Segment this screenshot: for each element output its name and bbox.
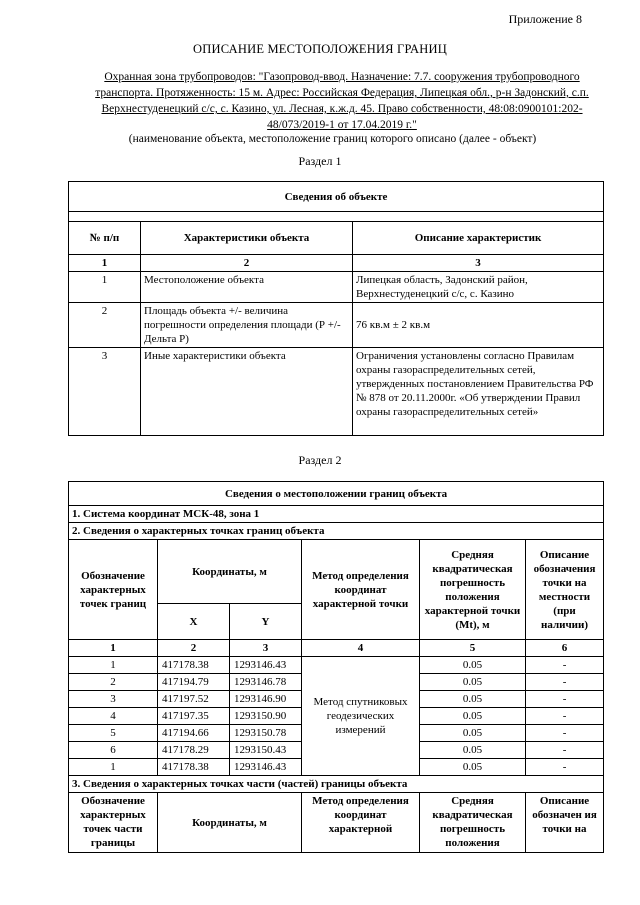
point-x: 417197.35 <box>158 708 230 725</box>
point-y: 1293146.43 <box>230 759 302 776</box>
point-x: 417178.29 <box>158 742 230 759</box>
subheading-coordinate-system: 1. Система координат МСК-48, зона 1 <box>69 506 604 523</box>
column-number: 1 <box>69 640 158 657</box>
point-y: 1293146.78 <box>230 674 302 691</box>
column-number: 4 <box>302 640 420 657</box>
part-header-coordinates: Координаты, м <box>158 793 302 853</box>
point-x: 417194.66 <box>158 725 230 742</box>
point-id: 1 <box>69 657 158 674</box>
table-row <box>69 303 604 348</box>
point-error: 0.05 <box>420 657 526 674</box>
header-method: Метод определения координат характерной точки <box>302 540 420 640</box>
point-id: 3 <box>69 691 158 708</box>
column-number: 2 <box>158 640 230 657</box>
point-error: 0.05 <box>420 708 526 725</box>
table-row <box>69 657 604 674</box>
column-number: 6 <box>526 640 604 657</box>
point-y: 1293150.43 <box>230 742 302 759</box>
point-id: 4 <box>69 708 158 725</box>
point-id: 1 <box>69 759 158 776</box>
object-name-line: Охранная зона трубопроводов: "Газопровод-ввод. Назначение: 7.7. сооружения трубопроводного <box>104 71 580 83</box>
point-description: - <box>526 725 604 742</box>
point-x: 417197.52 <box>158 691 230 708</box>
subheading-part-points: 3. Сведения о характерных точках части (частей) границы объекта <box>69 776 604 793</box>
point-description: - <box>526 742 604 759</box>
header-coordinates: Координаты, м <box>158 540 302 604</box>
point-description: - <box>526 674 604 691</box>
section2-label: Раздел 2 <box>298 453 342 467</box>
point-error: 0.05 <box>420 742 526 759</box>
object-name <box>82 69 602 133</box>
row-number: 1 <box>69 272 141 303</box>
column-number: 3 <box>353 255 604 272</box>
column-number: 1 <box>69 255 141 272</box>
header-x: X <box>158 604 230 640</box>
header-cell: Описание характеристик <box>353 222 604 255</box>
point-error: 0.05 <box>420 674 526 691</box>
row-description: Липецкая область, Задонский район, Верхнестуденецкий с/с, с. Казино <box>353 272 604 303</box>
row-number: 3 <box>69 348 141 436</box>
row-description: Ограничения установлены согласно Правилам охраны газораспределительных сетей, утвержденных постановлением Правительства РФ № 878 от 20.11.2000г. «Об утверждении Правил охраны газораспределительных сетей» <box>353 348 604 436</box>
point-description: - <box>526 759 604 776</box>
appendix-label: Приложение 8 <box>508 12 582 26</box>
object-caption: (наименование объекта, местоположение границ которого описано (далее - объект) <box>128 133 537 145</box>
object-name-line: Верхнестуденецкий с/с, с. Казино, ул. Лесная, к.ж.д. 45. Право собственности, 48:08:0900101:202- <box>101 103 583 115</box>
document-title: ОПИСАНИЕ МЕСТОПОЛОЖЕНИЯ ГРАНИЦ <box>193 42 447 56</box>
point-error: 0.05 <box>420 725 526 742</box>
header-point: Обозначение характерных точек границ <box>69 540 158 640</box>
column-number: 5 <box>420 640 526 657</box>
row-characteristic: Иные характеристики объекта <box>141 348 353 436</box>
column-number: 2 <box>141 255 353 272</box>
table-row <box>69 348 604 436</box>
point-id: 6 <box>69 742 158 759</box>
point-error: 0.05 <box>420 759 526 776</box>
row-characteristic: Местоположение объекта <box>141 272 353 303</box>
point-x: 417178.38 <box>158 759 230 776</box>
object-info-table <box>68 181 604 436</box>
spacer-row <box>69 212 604 222</box>
point-x: 417194.79 <box>158 674 230 691</box>
row-number: 2 <box>69 303 141 348</box>
point-y: 1293150.90 <box>230 708 302 725</box>
point-description: - <box>526 691 604 708</box>
boundary-points-table <box>68 481 604 853</box>
point-id: 2 <box>69 674 158 691</box>
point-method: Метод спутниковых геодезических измерений <box>302 657 420 776</box>
point-error: 0.05 <box>420 691 526 708</box>
row-description: 76 кв.м ± 2 кв.м <box>353 303 604 348</box>
table-title: Сведения о местоположении границ объекта <box>69 482 604 506</box>
table-title: Сведения об объекте <box>69 182 604 212</box>
column-number: 3 <box>230 640 302 657</box>
table-row <box>69 272 604 303</box>
header-error: Средняя квадратическая погрешность положения характерной точки (Mt), м <box>420 540 526 640</box>
point-x: 417178.38 <box>158 657 230 674</box>
point-y: 1293150.78 <box>230 725 302 742</box>
row-characteristic: Площадь объекта +/- величина погрешности определения площади (Р +/- Дельта Р) <box>141 303 353 348</box>
point-id: 5 <box>69 725 158 742</box>
point-description: - <box>526 657 604 674</box>
header-cell: № п/п <box>69 222 141 255</box>
point-y: 1293146.90 <box>230 691 302 708</box>
part-header-error: Средняя квадратическая погрешность положения <box>420 793 526 853</box>
part-header-method: Метод определения координат характерной <box>302 793 420 853</box>
part-header-point: Обозначение характерных точек части границы <box>69 793 158 853</box>
point-y: 1293146.43 <box>230 657 302 674</box>
object-name-line: 48/073/2019-1 от 17.04.2019 г." <box>267 119 417 131</box>
object-name-line: транспорта. Протяженность: 15 м. Адрес: Российская Федерация, Липецкая обл., р-н Задонский, с.п. <box>95 87 589 99</box>
section1-label: Раздел 1 <box>298 154 342 168</box>
header-y: Y <box>230 604 302 640</box>
header-cell: Характеристики объекта <box>141 222 353 255</box>
part-header-description: Описание обозначен ия точки на <box>526 793 604 853</box>
point-description: - <box>526 708 604 725</box>
subheading-boundary-points: 2. Сведения о характерных точках границ объекта <box>69 523 604 540</box>
header-description: Описание обозначения точки на местности (при наличии) <box>526 540 604 640</box>
